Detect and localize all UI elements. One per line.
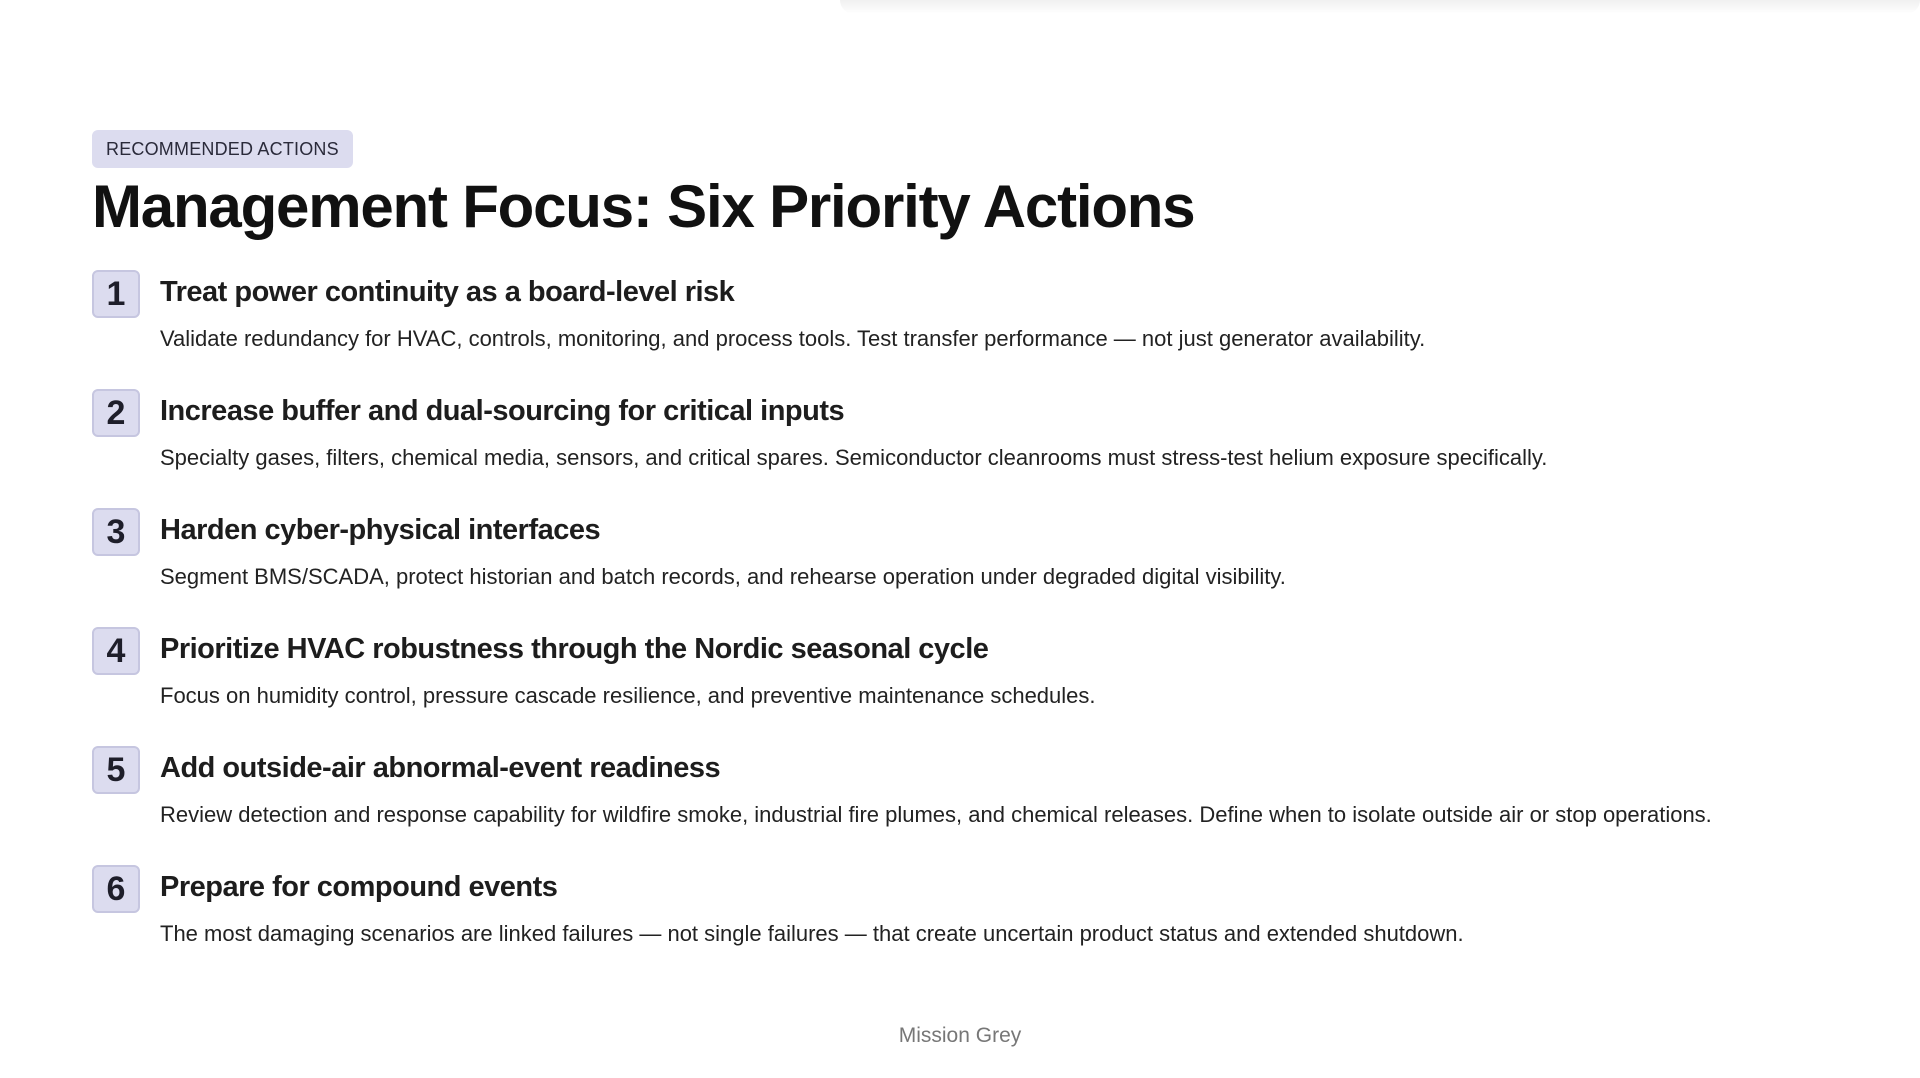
action-number-badge: 1	[92, 270, 140, 318]
action-description: The most damaging scenarios are linked failures — not single failures — that create uncertain product status and extended shutdown.	[160, 921, 1464, 946]
slide-title: Management Focus: Six Priority Actions	[92, 173, 1195, 240]
action-item-5	[92, 746, 1872, 865]
action-list	[92, 270, 1872, 984]
action-description: Specialty gases, filters, chemical media, sensors, and critical spares. Semiconductor cleanrooms must stress-test helium exposure specifically.	[160, 445, 1548, 470]
action-item-3	[92, 508, 1872, 627]
action-title: Add outside-air abnormal-event readiness	[160, 752, 721, 784]
action-title: Prepare for compound events	[160, 871, 558, 903]
action-title: Treat power continuity as a board-level risk	[160, 276, 735, 308]
action-title: Increase buffer and dual-sourcing for critical inputs	[160, 395, 845, 427]
action-description: Focus on humidity control, pressure cascade resilience, and preventive maintenance schedules.	[160, 683, 1096, 708]
action-title: Prioritize HVAC robustness through the Nordic seasonal cycle	[160, 633, 989, 665]
action-item-6	[92, 865, 1872, 984]
action-number-badge: 5	[92, 746, 140, 794]
action-number-badge: 2	[92, 389, 140, 437]
action-description: Review detection and response capability for wildfire smoke, industrial fire plumes, and chemical releases. Define when to isolate outside air or stop operations.	[160, 802, 1712, 827]
action-item-2	[92, 389, 1872, 508]
action-number-badge: 3	[92, 508, 140, 556]
footer-brand: Mission Grey	[898, 1024, 1022, 1047]
action-description: Validate redundancy for HVAC, controls, monitoring, and process tools. Test transfer performance — not just generator availability.	[160, 326, 1426, 351]
action-item-1	[92, 270, 1872, 389]
action-title: Harden cyber-physical interfaces	[160, 514, 601, 546]
action-item-4	[92, 627, 1872, 746]
action-description: Segment BMS/SCADA, protect historian and batch records, and rehearse operation under degraded digital visibility.	[160, 564, 1286, 589]
action-number-badge: 4	[92, 627, 140, 675]
action-number-badge: 6	[92, 865, 140, 913]
section-badge: RECOMMENDED ACTIONS	[92, 130, 353, 168]
